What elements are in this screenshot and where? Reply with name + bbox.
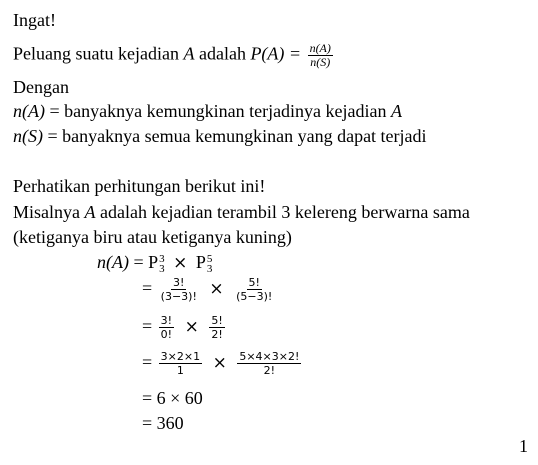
misal-prefix: Misalnya bbox=[13, 202, 85, 222]
rule-line bbox=[13, 42, 335, 69]
perm-2-indices bbox=[207, 254, 213, 274]
eq-sign: = bbox=[142, 278, 153, 298]
perm-1-indices bbox=[159, 254, 165, 274]
calc-step-1 bbox=[97, 250, 212, 275]
calc-lhs: n(A) bbox=[97, 252, 129, 272]
perm-p-2: P bbox=[195, 252, 206, 272]
fraction-num: 3! bbox=[173, 276, 185, 290]
calc-step-5: = 6 × 60 bbox=[142, 388, 203, 408]
fraction-den: (5−3)! bbox=[236, 290, 273, 304]
rule-fraction-num: n(A) bbox=[309, 41, 331, 55]
fraction bbox=[159, 350, 202, 377]
def-na-event: A bbox=[391, 101, 403, 121]
perm-p-1: P bbox=[148, 252, 159, 272]
rule-event-a: A bbox=[183, 43, 195, 64]
perm-2-sup: 5 bbox=[206, 252, 213, 265]
def-na bbox=[13, 100, 402, 122]
calc-step-4 bbox=[142, 350, 303, 377]
def-na-text: = banyaknya kemungkinan terjadinya kejadian bbox=[44, 101, 392, 121]
def-ns-symbol: n(S) bbox=[13, 126, 43, 146]
times-sign: × bbox=[184, 317, 199, 337]
rule-middle: adalah bbox=[194, 43, 251, 64]
ingat-heading: Ingat! bbox=[13, 10, 56, 30]
eq-sign: = bbox=[142, 316, 153, 336]
dengan-label: Dengan bbox=[13, 77, 69, 97]
fraction bbox=[234, 276, 274, 303]
rule-fraction-den: n(S) bbox=[310, 55, 331, 69]
calc-step-2 bbox=[142, 276, 276, 303]
page-number: 1 bbox=[519, 436, 528, 456]
fraction-num: 5×4×3×2! bbox=[239, 350, 300, 364]
fraction-num: 3×2×1 bbox=[160, 350, 201, 364]
calc-eq-sign: = bbox=[133, 252, 144, 272]
perm-2-sub: 3 bbox=[206, 262, 213, 275]
times-sign: × bbox=[209, 279, 224, 299]
rule-prefix: Peluang suatu kejadian bbox=[13, 43, 184, 64]
def-ns-text: = banyaknya semua kemungkinan yang dapat terjadi bbox=[43, 126, 427, 146]
fraction-den: 1 bbox=[176, 364, 184, 378]
rule-p-of-a: P(A) = bbox=[250, 43, 302, 64]
fraction-den: 0! bbox=[160, 328, 173, 342]
times-sign: × bbox=[173, 253, 188, 273]
paren-line: (ketiganya biru atau ketiganya kuning) bbox=[13, 227, 292, 247]
calc-step-6: = 360 bbox=[142, 413, 184, 433]
misal-line bbox=[13, 201, 470, 223]
rule-fraction bbox=[308, 42, 333, 69]
def-na-symbol: n(A) bbox=[13, 101, 45, 121]
fraction bbox=[159, 276, 199, 303]
eq-sign: = bbox=[142, 352, 153, 372]
fraction-num: 3! bbox=[160, 314, 173, 328]
fraction bbox=[209, 314, 224, 341]
perm-1-sup: 3 bbox=[159, 252, 165, 265]
def-ns bbox=[13, 125, 427, 147]
fraction bbox=[237, 350, 301, 377]
misal-event: A bbox=[84, 202, 96, 222]
fraction bbox=[159, 314, 174, 341]
calc-step-3 bbox=[142, 314, 227, 341]
fraction-den: 2! bbox=[211, 328, 223, 342]
fraction-den: 2! bbox=[263, 364, 276, 378]
perm-1-sub: 3 bbox=[159, 262, 165, 275]
fraction-num: 5! bbox=[248, 276, 260, 290]
times-sign: × bbox=[212, 353, 227, 373]
misal-suffix: adalah kejadian terambil 3 kelereng berwarna sama bbox=[95, 202, 470, 222]
fraction-num: 5! bbox=[211, 314, 223, 328]
fraction-den: (3−3)! bbox=[160, 290, 197, 304]
perhatikan-line: Perhatikan perhitungan berikut ini! bbox=[13, 176, 266, 196]
